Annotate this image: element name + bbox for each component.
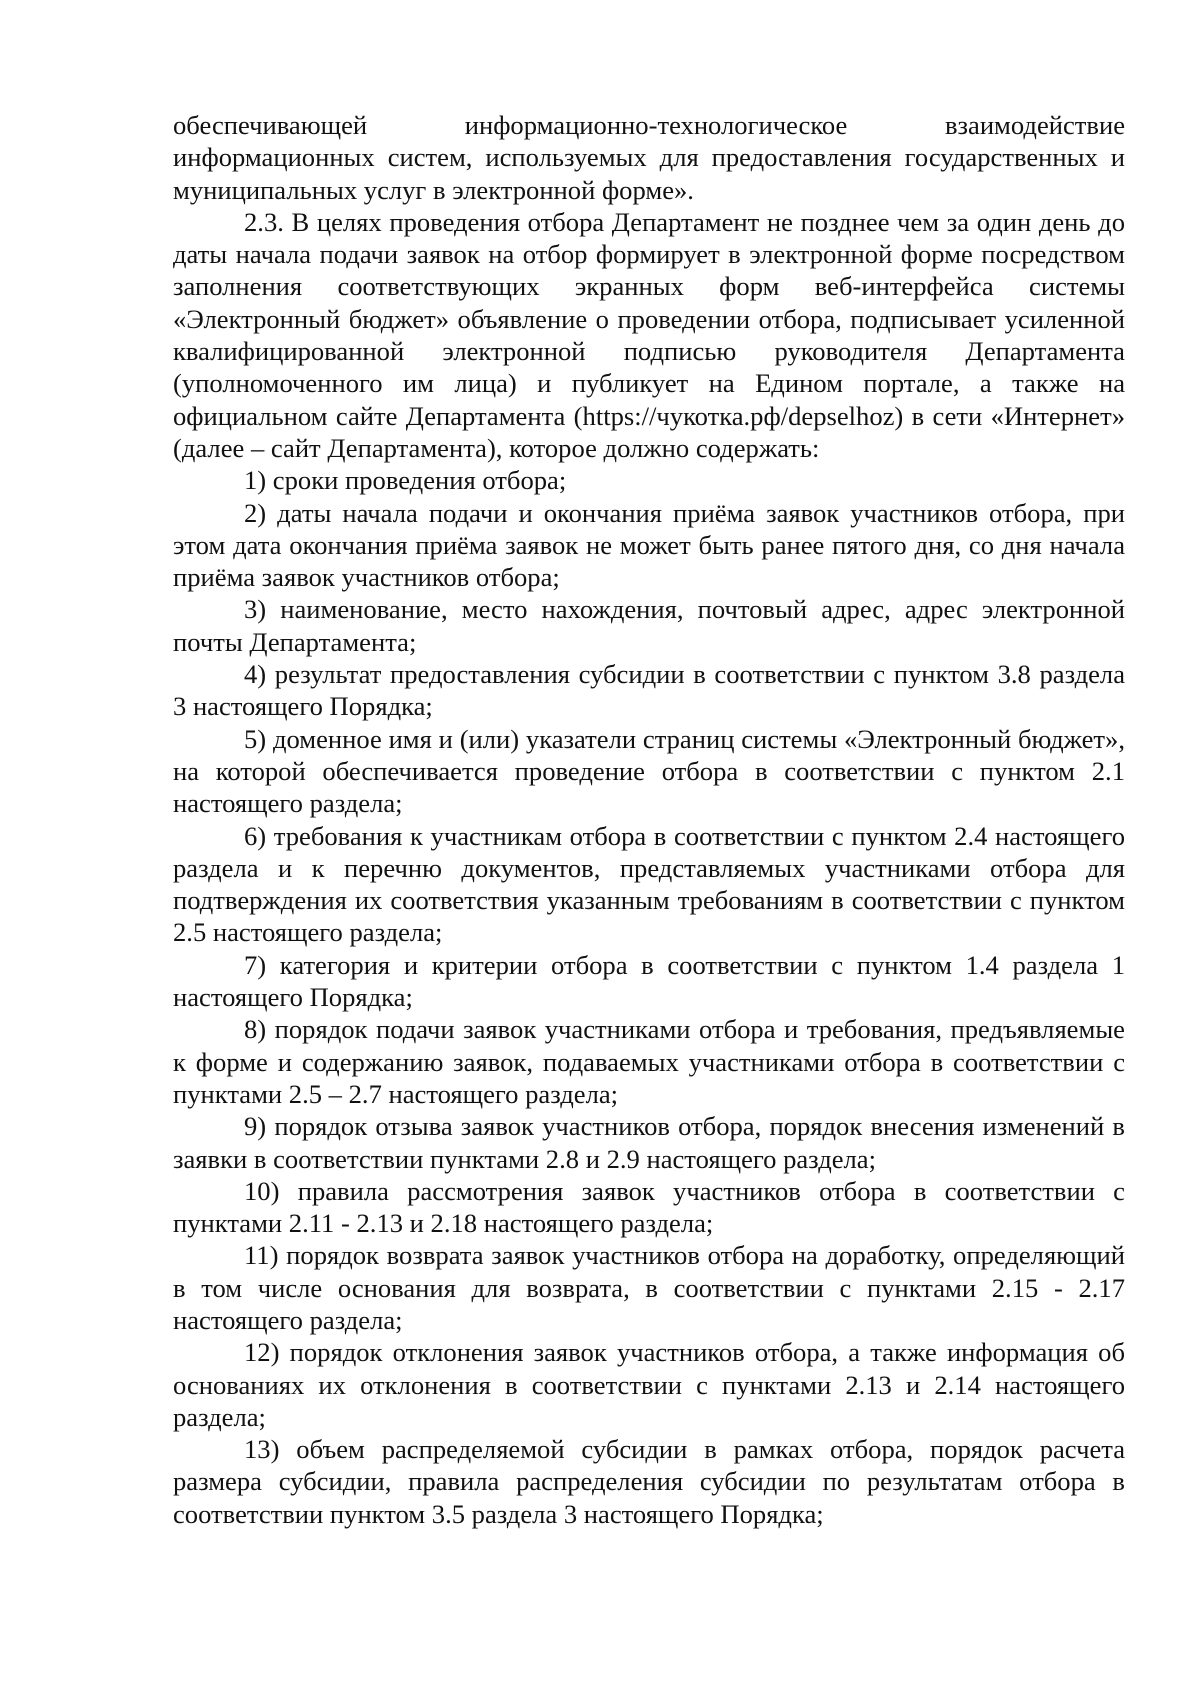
list-item-1: 1) сроки проведения отбора;	[244, 465, 567, 496]
list-item-6: 6) требования к участникам отбора в соответствии с пунктом 2.4 настоящего раздела и к перечню документов, представляемых участниками отбора для подтверждения их соответствия указанным требованиям в соответствии с пунктом 2.5 настоящего раздела;	[173, 820, 1125, 948]
list-item-13: 13) объем распределяемой субсидии в рамках отбора, порядок расчета размера субсидии, правила распределения субсидии по результатам отбора в соответствии пунктом 3.5 раздела 3 настоящего Порядка;	[173, 1434, 1125, 1529]
paragraph-2-3: 2.3. В целях проведения отбора Департамент не позднее чем за один день до даты начала подачи заявок на отбор формирует в электронной форме посредством заполнения соответствующих экранных форм веб-интерфейса системы «Электронный бюджет» объявление о проведении отбора, подписывает усиленной квалифицированной электронной подписью руководителя Департамента (уполномоченного им лица) и публикует на Едином портале, а также на официальном сайте Департамента (https://чукотка.рф/depselhoz) в сети «Интернет» (далее – сайт Департамента), которое должно содержать:	[173, 206, 1125, 463]
list-item-12: 12) порядок отклонения заявок участников отбора, а также информация об основаниях их отклонения в соответствии с пунктами 2.13 и 2.14 настоящего раздела;	[173, 1337, 1125, 1432]
list-item-5: 5) доменное имя и (или) указатели страниц системы «Электронный бюджет», на которой обеспечивается проведение отбора в соответствии с пунктом 2.1 настоящего раздела;	[173, 723, 1125, 819]
list-item-7: 7) категория и критерии отбора в соответствии с пунктом 1.4 раздела 1 настоящего Порядка;	[173, 949, 1125, 1013]
list-item-2: 2) даты начала подачи и окончания приёма заявок участников отбора, при этом дата окончания приёма заявок не может быть ранее пятого дня, со дня начала приёма заявок участников отбора;	[173, 497, 1125, 593]
list-item-11: 11) порядок возврата заявок участников отбора на доработку, определяющий в том числе основания для возврата, в соответствии с пунктами 2.15 - 2.17 настоящего раздела;	[173, 1240, 1125, 1335]
paragraph-continuation: обеспечивающей информационно-технологическое взаимодействие информационных систем, используемых для предоставления государственных и муниципальных услуг в электронной форме».	[173, 110, 1125, 205]
list-item-10: 10) правила рассмотрения заявок участников отбора в соответствии с пунктами 2.11 - 2.13 и 2.18 настоящего раздела;	[173, 1175, 1125, 1239]
list-item-4: 4) результат предоставления субсидии в соответствии с пунктом 3.8 раздела 3 настоящего Порядка;	[173, 659, 1125, 722]
list-item-9: 9) порядок отзыва заявок участников отбора, порядок внесения изменений в заявки в соответствии пунктами 2.8 и 2.9 настоящего раздела;	[173, 1111, 1125, 1174]
document-page	[173, 109, 1125, 1530]
list-item-8: 8) порядок подачи заявок участниками отбора и требования, предъявляемые к форме и содержанию заявок, подаваемых участниками отбора в соответствии с пунктами 2.5 – 2.7 настоящего раздела;	[173, 1014, 1125, 1109]
list-item-3: 3) наименование, место нахождения, почтовый адрес, адрес электронной почты Департамента;	[173, 594, 1125, 657]
